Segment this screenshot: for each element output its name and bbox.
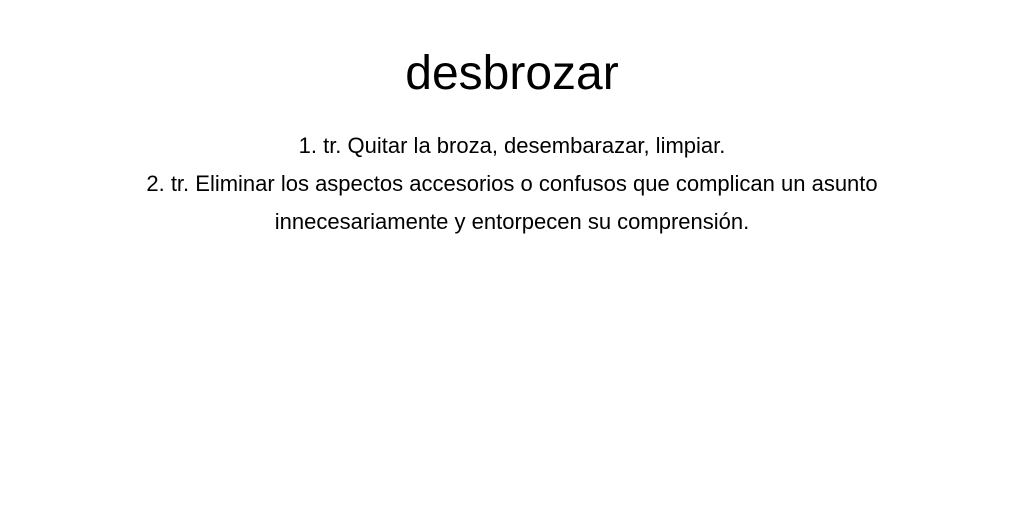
entry-headword: desbrozar [405, 47, 619, 100]
definition-item: 2. tr. Eliminar los aspectos accesorios o confusos que complican un asunto innecesariamente y entorpecen su comprensión. [146, 171, 878, 234]
definition-item: 1. tr. Quitar la broza, desembarazar, limpiar. [298, 133, 726, 158]
definition-list [70, 127, 954, 241]
